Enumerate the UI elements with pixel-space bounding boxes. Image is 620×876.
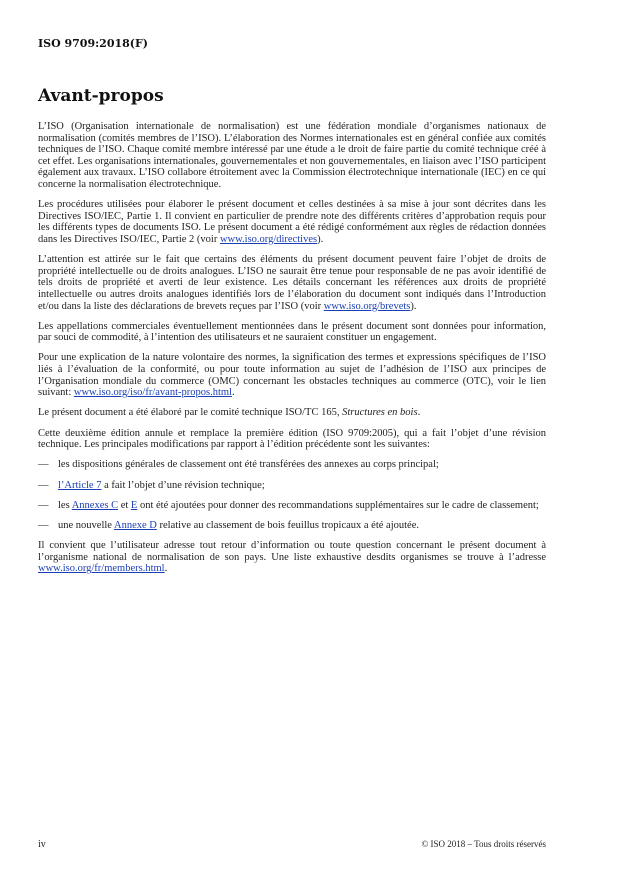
paragraph-end: ).	[317, 233, 324, 245]
list-dash: —	[38, 459, 49, 471]
paragraph-feedback	[38, 540, 546, 575]
annex-e-link[interactable]: E	[130, 499, 138, 511]
paragraph-text: L’attention est attirée sur le fait que certains des éléments du présent document peuvent faire l’objet de droits de propriété intellectuelle ou de droits analogues. L’ISO ne saurait être tenue pour responsable de ne pas avoir identifié de tels droits de propriété et averti de leur existence. Les détails concernant les références aux droits de propriété intellectuelle ou autres droits analogues identifiés lors de l’élaboration du document sont indiqués dans l’Introduction et/ou dans la liste des déclarations de brevets reçues par l’ISO (voir	[38, 254, 546, 312]
paragraph-end: .	[231, 387, 235, 399]
paragraph-edition: Cette deuxième édition annule et remplace la première édition (ISO 9709:2005), qui a fait l’objet d’une révision technique. Les principales modifications par rapport à l’édition précédente sont les suivantes:	[38, 427, 546, 451]
list-dash: —	[38, 519, 49, 531]
list-item	[38, 500, 546, 512]
members-link[interactable]: www.iso.org/fr/members.html	[38, 563, 165, 575]
directives-link[interactable]: www.iso.org/directives	[219, 233, 318, 245]
paragraph-text: Les procédures utilisées pour élaborer le présent document et celles destinées à sa mise à jour sont décrites dans les Directives ISO/IEC, Partie 1. Il convient en particulier de prendre note des différents critères d’approbation requis pour les différents types de documents ISO. Le présent document a été rédigé conformément aux règles de rédaction données dans les Directives ISO/IEC, Partie 2 (voir	[38, 199, 546, 245]
list-item	[38, 459, 546, 471]
article-7-link[interactable]: l’Article 7	[58, 479, 102, 491]
list-item-text	[58, 480, 546, 492]
paragraph-trade-names: Les appellations commerciales éventuellement mentionnées dans le présent document sont données pour information, par souci de commodité, à l’intention des utilisateurs et ne sauraient constituer un engagement.	[38, 320, 546, 344]
list-item-rest: ont été ajoutées pour donner des recommandations supplémentaires sur le cadre de classement;	[137, 499, 539, 511]
page-title: Avant-propos	[38, 86, 164, 106]
paragraph-procedures	[38, 199, 546, 245]
paragraph-voluntary-nature	[38, 352, 546, 398]
list-item-text	[58, 520, 546, 532]
document-id: ISO 9709:2018(F)	[38, 37, 149, 50]
paragraph-iso-intro: L’ISO (Organisation internationale de normalisation) est une fédération mondiale d’organismes nationaux de normalisation (comités membres de l’ISO). L’élaboration des Normes internationales est en général confiée aux comités techniques de l’ISO. Chaque comité membre intéressé par une étude a le droit de faire partie du comité technique créé à cet effet. Les organisations internationales, gouvernementales et non gouvernementales, en liaison avec l’ISO participent également aux travaux. L’ISO collabore étroitement avec la Commission électrotechnique internationale (IEC) en ce qui concerne la normalisation électrotechnique.	[38, 121, 546, 190]
paragraph-end: .	[164, 563, 168, 575]
annex-c-link[interactable]: Annexes C	[71, 499, 119, 511]
paragraph-text: Le présent document a été élaboré par le comité technique ISO/TC 165,	[38, 407, 343, 419]
paragraph-end: .	[417, 407, 421, 419]
paragraph-committee	[38, 407, 546, 419]
patents-link[interactable]: www.iso.org/brevets	[323, 300, 411, 312]
list-item-pre: les	[58, 499, 72, 511]
foreword-info-link[interactable]: www.iso.org/iso/fr/avant-propos.html	[73, 387, 232, 399]
paragraph-text: Pour une explication de la nature volontaire des normes, la signification des termes et expressions spécifiques de l’ISO liés à l’évaluation de la conformité, ou pour toute information au sujet de l’adhésion de l’ISO aux principes de l’Organisation mondiale du commerce (OMC) concernant les obstacles techniques au commerce (OTC), voir le lien suivant:	[38, 352, 546, 399]
paragraph-text: Il convient que l’utilisateur adresse tout retour d’information ou toute question concernant le présent document à l’organisme national de normalisation de son pays. Une liste exhaustive desdits organismes se trouve à l’adresse	[38, 540, 546, 563]
list-dash: —	[38, 499, 49, 511]
list-item-rest: relative au classement de bois feuillus tropicaux a été ajoutée.	[156, 519, 419, 531]
copyright-notice: © ISO 2018 – Tous droits réservés	[421, 839, 546, 849]
foreword-body	[38, 121, 546, 584]
list-item-mid: et	[118, 499, 131, 511]
paragraph-patents	[38, 254, 546, 312]
annex-d-link[interactable]: Annexe D	[114, 519, 157, 531]
paragraph-end: ).	[410, 300, 417, 312]
list-item-text	[58, 500, 546, 512]
list-dash: —	[38, 479, 49, 491]
list-item	[38, 480, 546, 492]
list-item-rest: a fait l’objet d’une révision technique;	[101, 479, 265, 491]
list-item	[38, 520, 546, 532]
list-item-pre: une nouvelle	[58, 519, 114, 531]
page-number: iv	[38, 839, 46, 850]
committee-title: Structures en bois	[342, 407, 418, 419]
list-item-text: les dispositions générales de classement ont été transférées des annexes au corps principal;	[58, 459, 439, 471]
